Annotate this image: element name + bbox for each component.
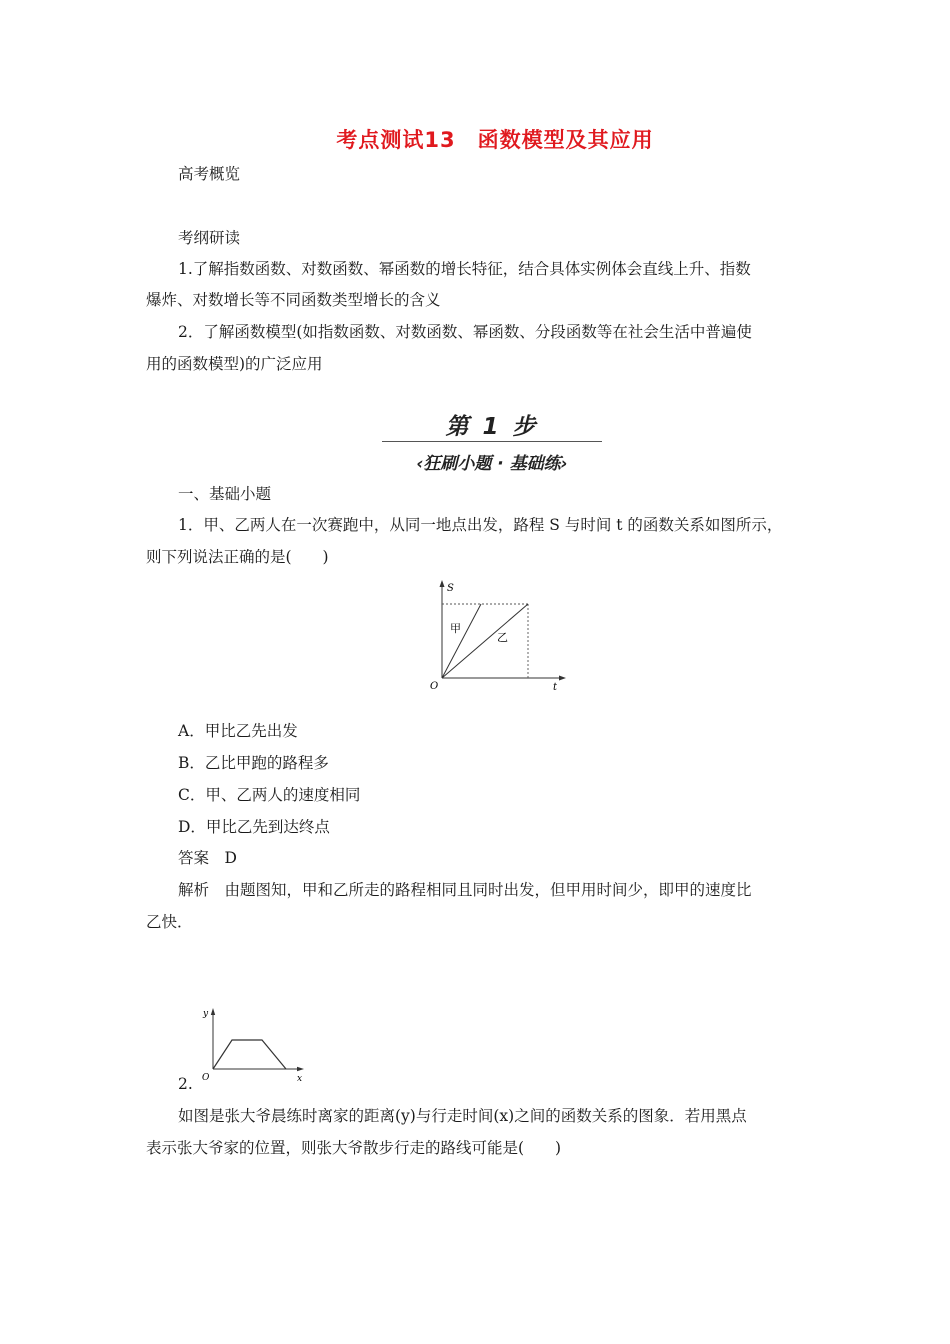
y-axis-label: y [203, 1009, 209, 1019]
step-subtitle: ‹狂刷小题 · 基础练› [416, 454, 568, 474]
question-2-line-1: 如图是张大爷晨练时离家的距离(y)与行走时间(x)之间的函数关系的图象．若用黑点 [178, 1107, 747, 1125]
step-divider [382, 441, 602, 442]
question-1-line-2: 则下列说法正确的是( ) [146, 548, 329, 566]
question-1-answer: 答案 D [178, 849, 237, 867]
figure-2-distance-time-graph [198, 1002, 308, 1086]
y-axis-arrow [440, 580, 445, 587]
option-b: B．乙比甲跑的路程多 [178, 754, 329, 772]
origin-label: O [202, 1073, 210, 1083]
step-banner [382, 408, 602, 478]
question-1-analysis-line-2: 乙快． [146, 913, 193, 931]
x-axis-arrow [297, 1067, 304, 1071]
line-jia [442, 604, 481, 678]
line-yi [442, 604, 528, 678]
line-yi-label: 乙 [497, 631, 508, 644]
question-2-number: 2. [178, 1075, 193, 1093]
syllabus-item-1-line-2: 爆炸、对数增长等不同函数类型增长的含义 [146, 291, 441, 309]
x-axis-label: x [297, 1074, 303, 1084]
distance-curve [213, 1040, 286, 1069]
question-1-line-1: 1．甲、乙两人在一次赛跑中，从同一地点出发，路程 S 与时间 t 的函数关系如图所示， [178, 516, 783, 534]
x-axis-arrow [559, 676, 566, 681]
line-jia-label: 甲 [450, 622, 461, 635]
page-title: 考点测试13 函数模型及其应用 [336, 128, 654, 152]
option-d: D．甲比乙先到达终点 [178, 818, 330, 836]
y-axis-arrow [211, 1008, 215, 1015]
x-axis-label: t [553, 682, 558, 693]
syllabus-heading: 考纲研读 [178, 229, 241, 247]
origin-label: O [430, 681, 439, 692]
syllabus-item-1-line-1: 1.了解指数函数、对数函数、幂函数的增长特征，结合具体实例体会直线上升、指数 [178, 260, 751, 278]
question-2-line-2: 表示张大爷家的位置，则张大爷散步行走的路线可能是( ) [146, 1139, 562, 1157]
overview-heading: 高考概览 [178, 165, 241, 183]
option-a: A．甲比乙先出发 [178, 722, 298, 740]
section-heading: 一、基础小题 [178, 485, 272, 503]
step-title: 第 1 步 [445, 414, 539, 440]
question-1-analysis-line-1: 解析 由题图知，甲和乙所走的路程相同且同时出发，但甲用时间少，即甲的速度比 [178, 881, 752, 899]
figure-1-distance-time-graph [420, 578, 570, 703]
syllabus-item-2-line-1: 2．了解函数模型(如指数函数、对数函数、幂函数、分段函数等在社会生活中普遍使 [178, 323, 752, 341]
option-c: C．甲、乙两人的速度相同 [178, 786, 361, 804]
y-axis-label: S [447, 583, 454, 594]
syllabus-item-2-line-2: 用的函数模型)的广泛应用 [146, 355, 323, 373]
